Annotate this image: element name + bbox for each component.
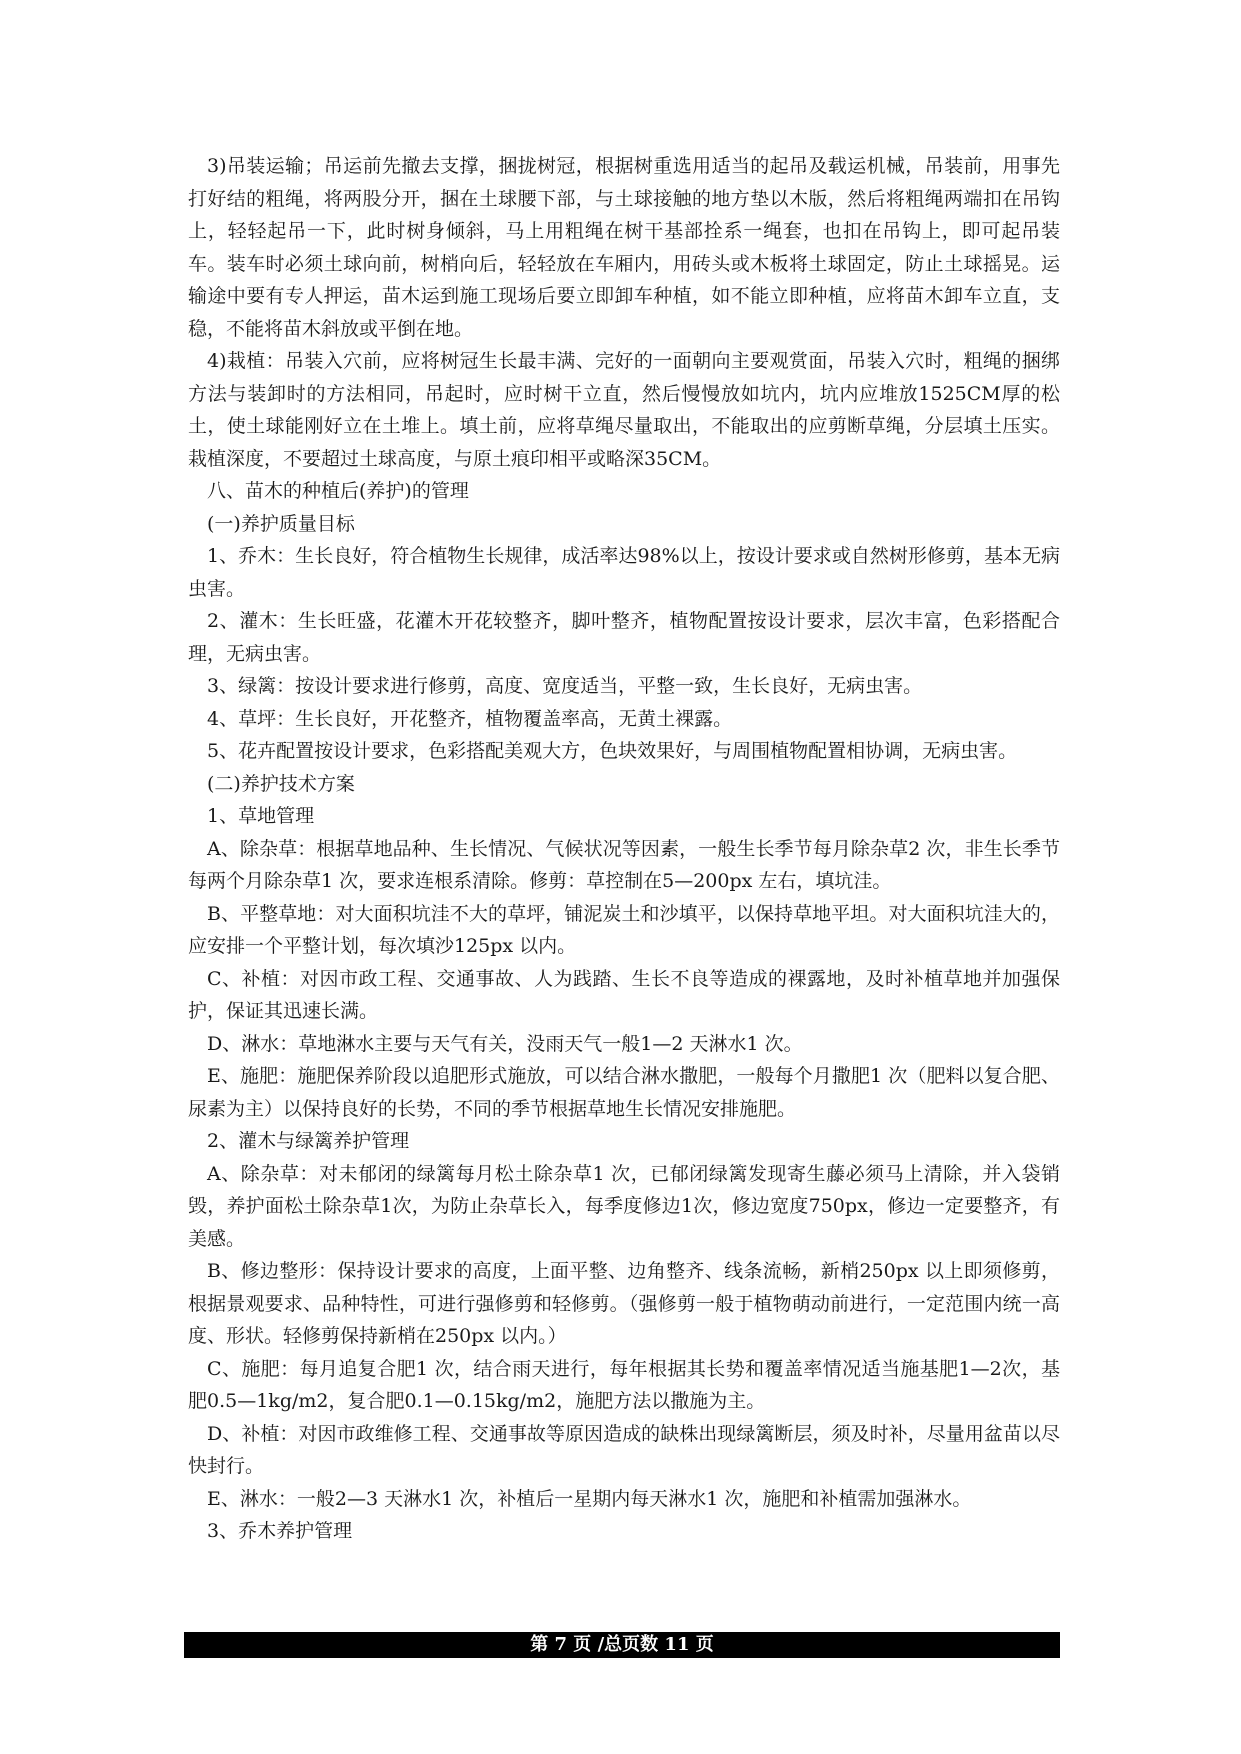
paragraph-fertilizing: E、施肥：施肥保养阶段以追肥形式施放，可以结合淋水撒肥，一般每个月撒肥1 次（肥料以复合肥、尿素为主）以保持良好的长势，不同的季节根据草地生长情况安排施肥。: [188, 1065, 1060, 1120]
page-footer: 第 7 页 /总页数 11 页: [184, 1632, 1060, 1658]
paragraph-hedge-watering: E、淋水：一般2—3 天淋水1 次，补植后一星期内每天淋水1 次，施肥和补植需加强淋水。: [207, 1487, 972, 1510]
paragraph-hedge-weeding: A、除杂草：对未郁闭的绿篱每月松土除杂草1 次，已郁闭绿篱发现寄生藤必须马上清除，并入袋销毁，养护面松土除杂草1次，为防止杂草长入，每季度修边1次，修边宽度750px，修边一定要整齐，有美感。: [188, 1162, 1060, 1250]
paragraph-hedge-replanting: D、补植：对因市政维修工程、交通事故等原因造成的缺株出现绿篱断层，须及时补，尽量用盆苗以尽快封行。: [188, 1422, 1060, 1477]
paragraph-trees: 1、乔木：生长良好，符合植物生长规律，成活率达98%以上，按设计要求或自然树形修剪，基本无病虫害。: [188, 545, 1060, 600]
paragraph-shrubs: 2、灌木：生长旺盛，花灌木开花较整齐，脚叶整齐，植物配置按设计要求，层次丰富，色彩搭配合理，无病虫害。: [188, 610, 1060, 665]
paragraph-weeding: A、除杂草：根据草地品种、生长情况、气候状况等因素，一般生长季节每月除杂草2 次，非生长季节每两个月除杂草1 次，要求连根系清除。修剪：草控制在5—200px 左右，填坑洼。: [188, 837, 1060, 892]
paragraph-flowers: 5、花卉配置按设计要求，色彩搭配美观大方，色块效果好，与周围植物配置相协调，无病虫害。: [207, 740, 1018, 762]
paragraph-watering: D、淋水：草地淋水主要与天气有关，没雨天气一般1—2 天淋水1 次。: [207, 1032, 803, 1055]
section-heading-maintenance: 八、苗木的种植后(养护)的管理: [207, 480, 469, 502]
document-body: [188, 150, 1060, 1548]
paragraph-transport: 3)吊装运输；吊运前先撤去支撑，捆拢树冠，根据树重选用适当的起吊及载运机械，吊装前，用事先打好结的粗绳，将两股分开，捆在土球腰下部，与土球接触的地方垫以木版，然后将粗绳两端扣在吊钩上，轻轻起吊一下，此时树身倾斜，马上用粗绳在树干基部拴系一绳套，也扣在吊钩上，即可起吊装车。装车时必须土球向前，树梢向后，轻轻放在车厢内，用砖头或木板将土球固定，防止土球摇晃。运输途中要有专人押运，苗木运到施工现场后要立即卸车种植，如不能立即种植，应将苗木卸车立直，支稳，不能将苗木斜放或平倒在地。: [188, 155, 1060, 340]
subsection-heading-quality-goals: (一)养护质量目标: [207, 512, 355, 535]
paragraph-hedges: 3、绿篱：按设计要求进行修剪，高度、宽度适当，平整一致，生长良好，无病虫害。: [207, 675, 923, 697]
paragraph-hedge-fertilizing: C、施肥：每月追复合肥1 次，结合雨天进行，每年根据其长势和覆盖率情况适当施基肥1—2次，基肥0.5—1kg/m2，复合肥0.1—0.15kg/m2，施肥方法以撒施为主。: [188, 1357, 1060, 1412]
item-heading-shrub-hedge: 2、灌木与绿篱养护管理: [207, 1130, 410, 1152]
paragraph-planting: 4)栽植：吊装入穴前，应将树冠生长最丰满、完好的一面朝向主要观赏面，吊装入穴时，粗绳的捆绑方法与装卸时的方法相同，吊起时，应时树干立直，然后慢慢放如坑内，坑内应堆放1525CM厚的松土，使土球能刚好立在土堆上。填土前，应将草绳尽量取出，不能取出的应剪断草绳，分层填土压实。栽植深度，不要超过土球高度，与原土痕印相平或略深35CM。: [188, 350, 1060, 470]
paragraph-hedge-trimming: B、修边整形：保持设计要求的高度，上面平整、边角整齐、线条流畅，新梢250px 以上即须修剪，根据景观要求、品种特性，可进行强修剪和轻修剪。（强修剪一般于植物萌动前进行，一定范围内统一高度、形状。轻修剪保持新梢在250px 以内。）: [188, 1260, 1060, 1347]
item-heading-tree-maintenance: 3、乔木养护管理: [207, 1520, 353, 1542]
paragraph-replanting: C、补植：对因市政工程、交通事故、人为践踏、生长不良等造成的裸露地，及时补植草地并加强保护，保证其迅速长满。: [188, 967, 1060, 1022]
paragraph-lawn: 4、草坪：生长良好，开花整齐，植物覆盖率高，无黄土裸露。: [207, 707, 733, 730]
subsection-heading-tech-plan: (二)养护技术方案: [207, 772, 355, 795]
paragraph-leveling: B、平整草地：对大面积坑洼不大的草坪，铺泥炭土和沙填平，以保持草地平坦。对大面积坑洼大的，应安排一个平整计划，每次填沙125px 以内。: [188, 902, 1060, 957]
item-heading-grass-management: 1、草地管理: [207, 805, 315, 827]
